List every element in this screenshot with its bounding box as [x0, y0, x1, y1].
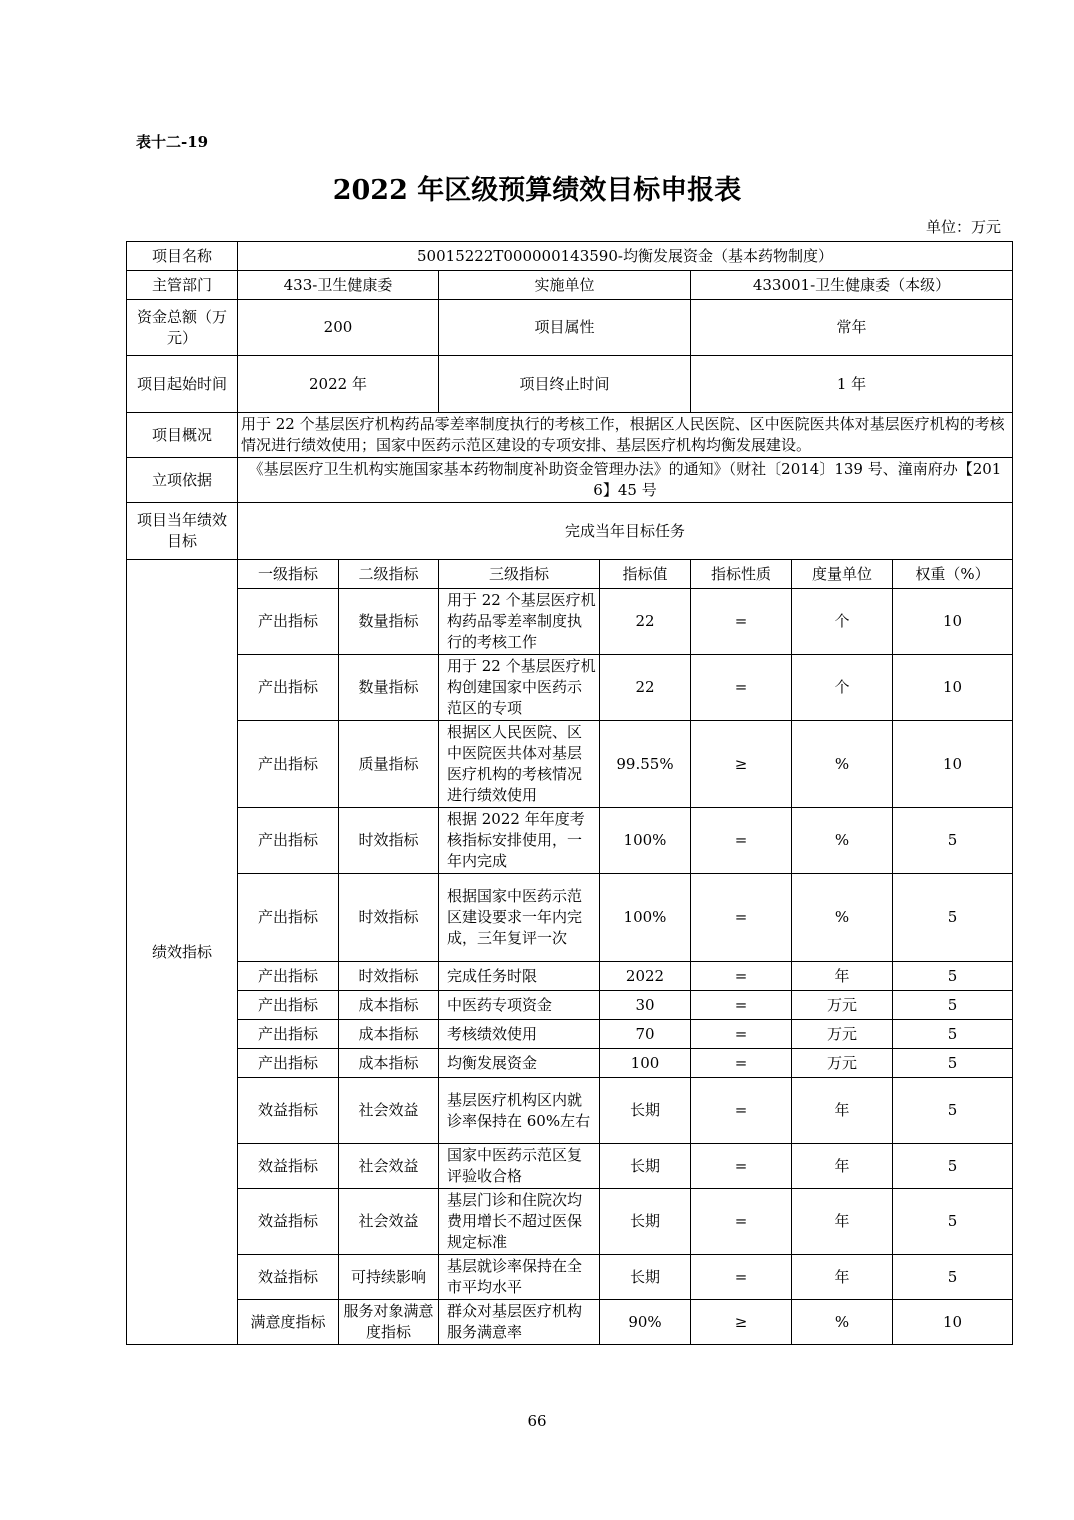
value-cell: 70	[600, 1020, 691, 1049]
value-cell: 22	[600, 655, 691, 721]
unit-cell: 万元	[792, 1049, 893, 1078]
value-cell: 长期	[600, 1255, 691, 1300]
header-weight: 权重（%）	[893, 560, 1013, 589]
unit-cell: %	[792, 874, 893, 962]
level3-cell: 根据 2022 年年度考核指标安排使用，一年内完成	[439, 808, 600, 874]
nature-cell: =	[691, 1144, 792, 1189]
row-department	[127, 271, 1013, 300]
value-cell: 2022	[600, 962, 691, 991]
indicator-row	[127, 1144, 1013, 1189]
level2-cell: 成本指标	[339, 991, 439, 1020]
indicator-row	[127, 962, 1013, 991]
value-cell: 100%	[600, 874, 691, 962]
basis-value: 《基层医疗卫生机构实施国家基本药物制度补助资金管理办法》的通知》（财社〔2014〕139 号、潼南府办【2016】45 号	[238, 458, 1013, 503]
unit-cell: 万元	[792, 1020, 893, 1049]
unit-cell: 年	[792, 1255, 893, 1300]
level1-cell: 产出指标	[238, 962, 339, 991]
level2-cell: 时效指标	[339, 808, 439, 874]
overview-value: 用于 22 个基层医疗机构药品零差率制度执行的考核工作，根据区人民医院、区中医院医共体对基层医疗机构的考核情况进行绩效使用；国家中医药示范区建设的专项安排、基层医疗机构均衡发展建设。	[238, 413, 1013, 458]
unit-cell: 个	[792, 589, 893, 655]
level1-cell: 产出指标	[238, 721, 339, 808]
indicator-row	[127, 1078, 1013, 1144]
level1-cell: 产出指标	[238, 808, 339, 874]
level3-cell: 根据国家中医药示范区建设要求一年内完成，三年复评一次	[439, 874, 600, 962]
weight-cell: 10	[893, 1300, 1013, 1345]
nature-cell: =	[691, 1078, 792, 1144]
value-cell: 100	[600, 1049, 691, 1078]
indicator-row	[127, 1049, 1013, 1078]
level1-cell: 效益指标	[238, 1189, 339, 1255]
weight-cell: 5	[893, 991, 1013, 1020]
unit-cell: %	[792, 721, 893, 808]
fund-label: 资金总额（万元）	[127, 300, 238, 356]
level3-cell: 国家中医药示范区复评验收合格	[439, 1144, 600, 1189]
row-period	[127, 356, 1013, 413]
project-name-value: 50015222T000000143590-均衡发展资金（基本药物制度）	[238, 242, 1013, 271]
value-cell: 30	[600, 991, 691, 1020]
level3-cell: 中医药专项资金	[439, 991, 600, 1020]
budget-table	[126, 241, 1013, 1345]
start-value: 2022 年	[238, 356, 439, 413]
unit-cell: %	[792, 808, 893, 874]
impl-label: 实施单位	[439, 271, 691, 300]
unit-cell: 年	[792, 1189, 893, 1255]
level2-cell: 服务对象满意度指标	[339, 1300, 439, 1345]
value-cell: 90%	[600, 1300, 691, 1345]
indicator-row	[127, 991, 1013, 1020]
nature-cell: =	[691, 1189, 792, 1255]
dept-label: 主管部门	[127, 271, 238, 300]
weight-cell: 10	[893, 589, 1013, 655]
indicator-row	[127, 589, 1013, 655]
header-nature: 指标性质	[691, 560, 792, 589]
value-cell: 22	[600, 589, 691, 655]
level1-cell: 效益指标	[238, 1144, 339, 1189]
nature-cell: =	[691, 991, 792, 1020]
unit-label: 单位：万元	[925, 218, 1001, 236]
header-level1: 一级指标	[238, 560, 339, 589]
nature-cell: =	[691, 1020, 792, 1049]
end-label: 项目终止时间	[439, 356, 691, 413]
level3-cell: 均衡发展资金	[439, 1049, 600, 1078]
level1-cell: 产出指标	[238, 874, 339, 962]
indicator-row	[127, 808, 1013, 874]
nature-cell: =	[691, 1255, 792, 1300]
nature-cell: =	[691, 655, 792, 721]
header-level2: 二级指标	[339, 560, 439, 589]
level1-cell: 效益指标	[238, 1255, 339, 1300]
value-cell: 长期	[600, 1144, 691, 1189]
level2-cell: 数量指标	[339, 655, 439, 721]
level2-cell: 社会效益	[339, 1189, 439, 1255]
level3-cell: 基层就诊率保持在全市平均水平	[439, 1255, 600, 1300]
unit-cell: 年	[792, 962, 893, 991]
level2-cell: 成本指标	[339, 1020, 439, 1049]
weight-cell: 5	[893, 1078, 1013, 1144]
weight-cell: 5	[893, 874, 1013, 962]
indicator-row	[127, 655, 1013, 721]
nature-cell: ≥	[691, 1300, 792, 1345]
dept-value: 433-卫生健康委	[238, 271, 439, 300]
fund-value: 200	[238, 300, 439, 356]
row-goal	[127, 503, 1013, 560]
level1-cell: 产出指标	[238, 1049, 339, 1078]
value-cell: 长期	[600, 1078, 691, 1144]
level2-cell: 质量指标	[339, 721, 439, 808]
page-title: 2022 年区级预算绩效目标申报表	[332, 175, 742, 206]
weight-cell: 10	[893, 655, 1013, 721]
value-cell: 100%	[600, 808, 691, 874]
goal-label: 项目当年绩效目标	[127, 503, 238, 560]
level2-cell: 成本指标	[339, 1049, 439, 1078]
level3-cell: 完成任务时限	[439, 962, 600, 991]
weight-cell: 5	[893, 1189, 1013, 1255]
weight-cell: 5	[893, 1049, 1013, 1078]
unit-cell: 年	[792, 1144, 893, 1189]
indicator-row	[127, 1255, 1013, 1300]
end-value: 1 年	[691, 356, 1013, 413]
indicator-row	[127, 1189, 1013, 1255]
level1-cell: 产出指标	[238, 1020, 339, 1049]
nature-cell: =	[691, 808, 792, 874]
level2-cell: 数量指标	[339, 589, 439, 655]
level3-cell: 群众对基层医疗机构服务满意率	[439, 1300, 600, 1345]
nature-cell: =	[691, 962, 792, 991]
level1-cell: 效益指标	[238, 1078, 339, 1144]
weight-cell: 5	[893, 1144, 1013, 1189]
level2-cell: 可持续影响	[339, 1255, 439, 1300]
row-fund	[127, 300, 1013, 356]
weight-cell: 10	[893, 721, 1013, 808]
indicator-row	[127, 1020, 1013, 1049]
weight-cell: 5	[893, 1020, 1013, 1049]
indicator-section-label: 绩效指标	[127, 560, 238, 1345]
indicator-row	[127, 1300, 1013, 1345]
level2-cell: 时效指标	[339, 874, 439, 962]
nature-cell: ≥	[691, 721, 792, 808]
header-value: 指标值	[600, 560, 691, 589]
value-cell: 99.55%	[600, 721, 691, 808]
impl-value: 433001-卫生健康委（本级）	[691, 271, 1013, 300]
indicator-row	[127, 874, 1013, 962]
row-overview	[127, 413, 1013, 458]
row-basis	[127, 458, 1013, 503]
level1-cell: 满意度指标	[238, 1300, 339, 1345]
level3-cell: 根据区人民医院、区中医院医共体对基层医疗机构的考核情况进行绩效使用	[439, 721, 600, 808]
goal-value: 完成当年目标任务	[238, 503, 1013, 560]
level2-cell: 社会效益	[339, 1144, 439, 1189]
unit-cell: 万元	[792, 991, 893, 1020]
project-name-label: 项目名称	[127, 242, 238, 271]
header-unit: 度量单位	[792, 560, 893, 589]
nature-cell: =	[691, 589, 792, 655]
level3-cell: 用于 22 个基层医疗机构药品零差率制度执行的考核工作	[439, 589, 600, 655]
nature-cell: =	[691, 1049, 792, 1078]
unit-cell: 年	[792, 1078, 893, 1144]
start-label: 项目起始时间	[127, 356, 238, 413]
level2-cell: 时效指标	[339, 962, 439, 991]
header-level3: 三级指标	[439, 560, 600, 589]
unit-cell: %	[792, 1300, 893, 1345]
level1-cell: 产出指标	[238, 655, 339, 721]
indicator-row	[127, 721, 1013, 808]
level3-cell: 用于 22 个基层医疗机构创建国家中医药示范区的专项	[439, 655, 600, 721]
value-cell: 长期	[600, 1189, 691, 1255]
page-number: 66	[527, 1412, 547, 1430]
unit-cell: 个	[792, 655, 893, 721]
weight-cell: 5	[893, 1255, 1013, 1300]
basis-label: 立项依据	[127, 458, 238, 503]
weight-cell: 5	[893, 808, 1013, 874]
level2-cell: 社会效益	[339, 1078, 439, 1144]
attr-value: 常年	[691, 300, 1013, 356]
overview-label: 项目概况	[127, 413, 238, 458]
level3-cell: 基层医疗机构区内就诊率保持在 60%左右	[439, 1078, 600, 1144]
weight-cell: 5	[893, 962, 1013, 991]
row-project-name	[127, 242, 1013, 271]
level1-cell: 产出指标	[238, 589, 339, 655]
attr-label: 项目属性	[439, 300, 691, 356]
indicator-header-row	[127, 560, 1013, 589]
nature-cell: =	[691, 874, 792, 962]
table-code: 表十二-19	[136, 133, 209, 151]
level3-cell: 考核绩效使用	[439, 1020, 600, 1049]
level1-cell: 产出指标	[238, 991, 339, 1020]
level3-cell: 基层门诊和住院次均费用增长不超过医保规定标准	[439, 1189, 600, 1255]
